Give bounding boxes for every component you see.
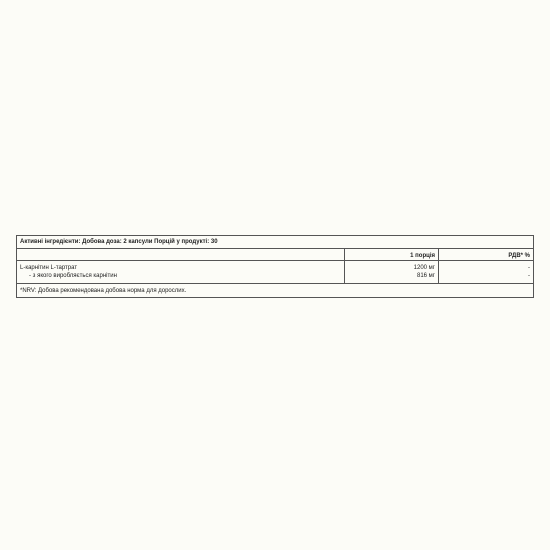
rdv-value: - [528,265,530,271]
supplement-facts-table [16,235,534,298]
rdv-cell [439,261,533,283]
table-header-row [17,236,533,249]
rdv-value-sub: - [528,273,530,279]
footnote-text: *NRV: Добова рекомендована добова норма для дорослих. [20,288,187,294]
ingredient-name-cell [17,261,345,283]
ingredient-name: L-карнітин L-тартрат [20,265,78,271]
ingredient-subname: - з якого виробляється карнітин [29,273,117,279]
serving-amount: 1200 мг [413,265,435,271]
table-row [17,261,533,284]
serving-amount-cell [345,261,439,283]
table-title: Активні інгредієнти: Добова доза: 2 капсули Порцій у продукті: 30 [20,239,218,245]
column-header-row [17,249,533,261]
column-header-serving: 1 порція [345,249,439,260]
footnote-row [17,284,533,297]
column-header-rdv: РДВ* % [508,253,530,259]
serving-amount-sub: 816 мг [417,273,435,279]
column-header-ingredient [17,249,345,260]
